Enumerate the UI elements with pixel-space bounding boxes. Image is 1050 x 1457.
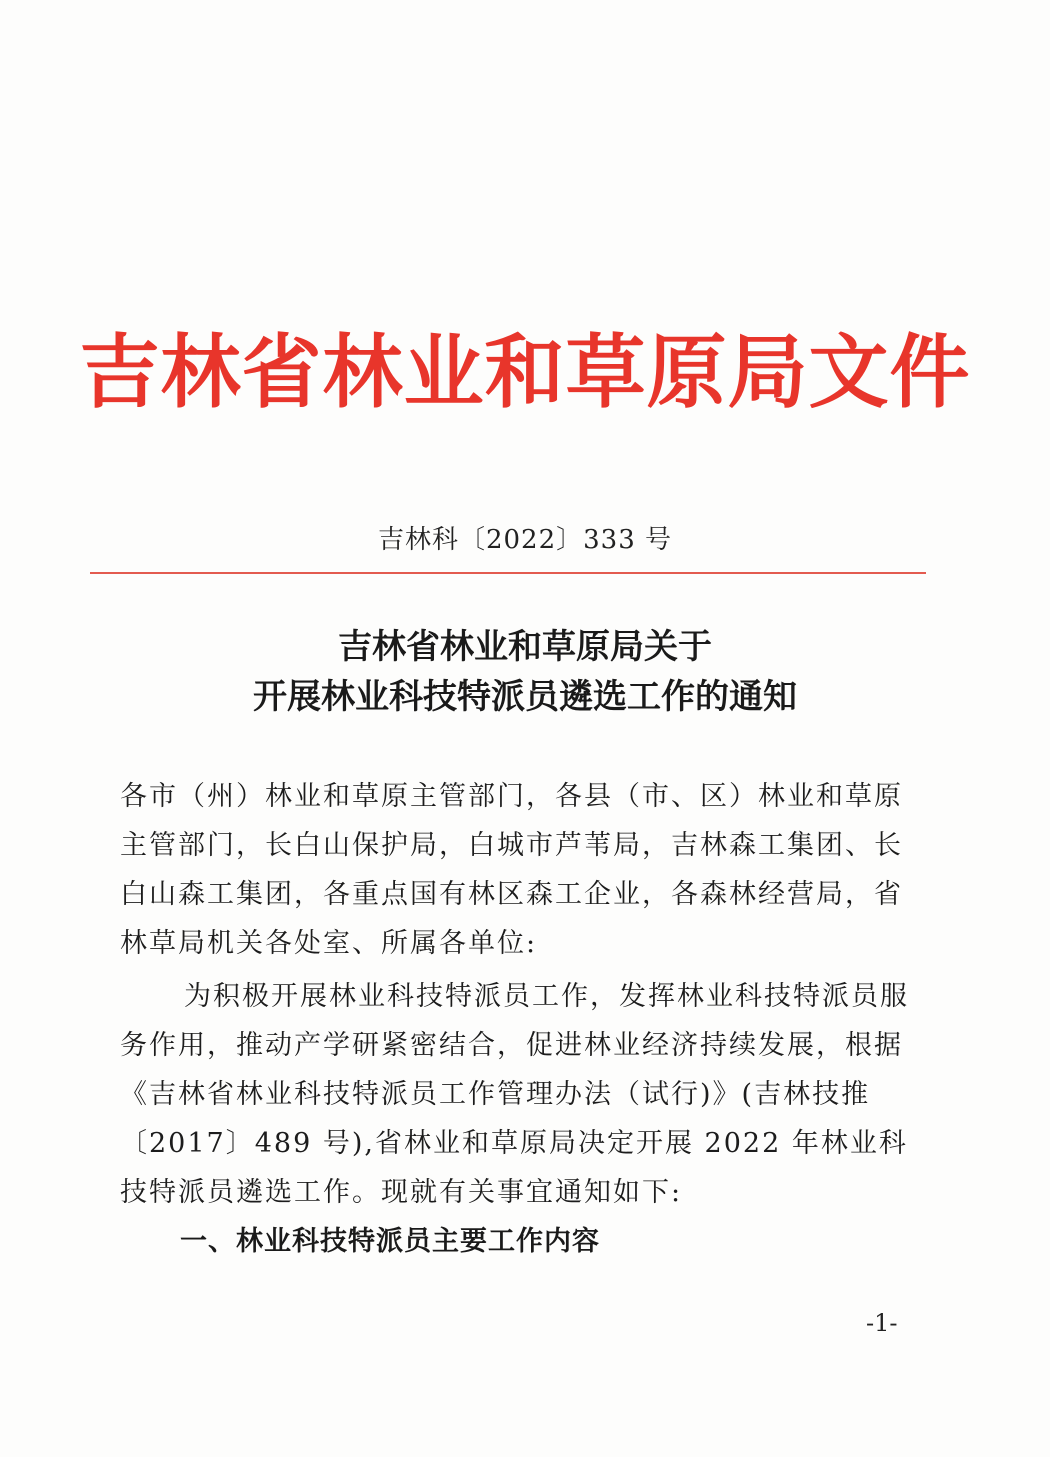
body-paragraph-text: 为积极开展林业科技特派员工作，发挥林业科技特派员服务作用，推动产学研紧密结合，促进林业经济持续发展，根据《吉林省林业科技特派员工作管理办法（试行)》(吉林技推〔2017〕489 号),省林业和草原局决定开展 2022 年林业科技特派员遴选工作。现就有关事宜通知如下:	[120, 981, 909, 1208]
document-number: 吉林科〔2022〕333 号	[377, 525, 673, 555]
recipients-paragraph: 各市（州）林业和草原主管部门，各县（市、区）林业和草原主管部门，长白山保护局，白城市芦苇局，吉林森工集团、长白山森工集团，各重点国有林区森工企业，各森林经营局，省林草局机关各处室、所属各单位:	[120, 781, 903, 959]
red-divider-rule	[90, 572, 926, 574]
notice-title-line-2: 开展林业科技特派员遴选工作的通知	[253, 677, 797, 717]
notice-title	[0, 622, 1050, 722]
section-heading: 一、林业科技特派员主要工作内容	[180, 1226, 600, 1257]
page-number: -1-	[866, 1309, 898, 1337]
document-header-title: 吉林省林业和草原局文件	[79, 326, 971, 419]
notice-title-line-1: 吉林省林业和草原局关于	[338, 627, 712, 667]
body-paragraph	[120, 972, 920, 1217]
